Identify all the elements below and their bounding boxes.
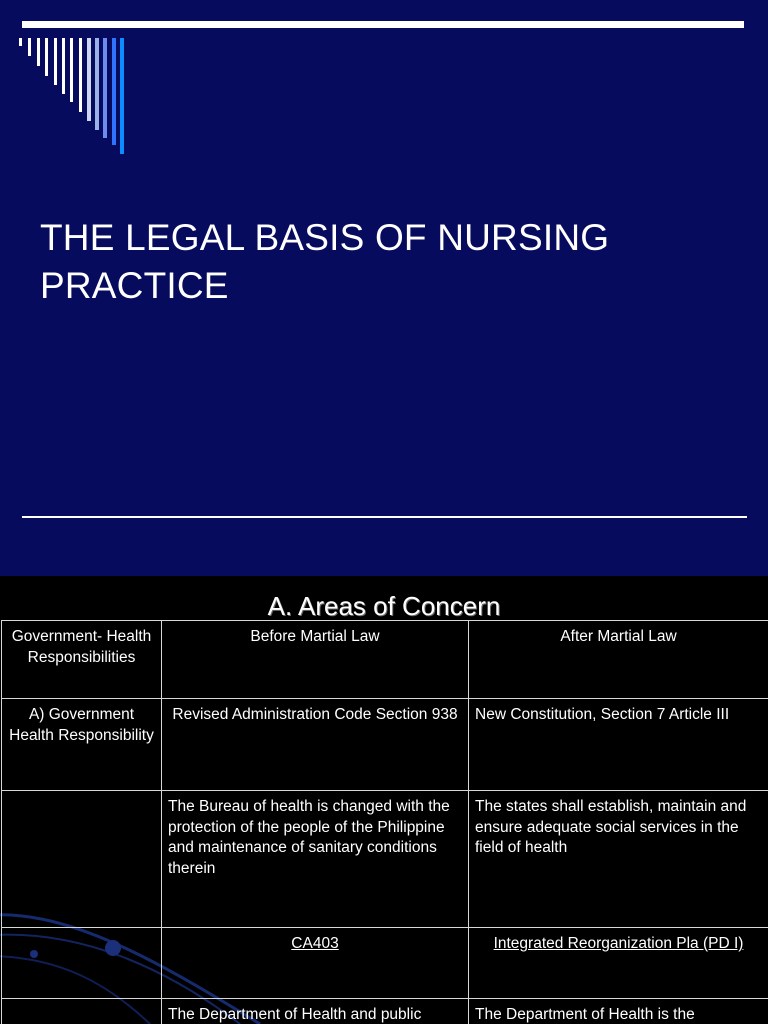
- table-row: [2, 928, 768, 999]
- slide-title: THE LEGAL BASIS OF NURSING PRACTICE: [40, 217, 610, 306]
- section-title: A. Areas of Concern: [267, 591, 501, 621]
- table-cell-link[interactable]: CA403: [162, 928, 469, 999]
- table-row: [2, 999, 768, 1024]
- decorative-stripes: [0, 0, 140, 160]
- table-cell: The Bureau of health is changed with the protection of the people of the Philippine and maintenance of sanitary conditions therein: [162, 791, 469, 928]
- table-cell: A) Government Health Responsibility: [2, 699, 162, 791]
- table-cell: [2, 791, 162, 928]
- health-responsibilities-table: [1, 620, 768, 1024]
- table-row: [2, 699, 768, 791]
- table-cell: [2, 928, 162, 999]
- header-cell: Government- Health Responsibilities: [2, 621, 162, 699]
- table-cell: The Department of Health and public: [162, 999, 469, 1024]
- table-cell: New Constitution, Section 7 Article III: [469, 699, 768, 791]
- table-row: [2, 791, 768, 928]
- table-cell-link[interactable]: Integrated Reorganization Pla (PD I): [469, 928, 768, 999]
- table-cell: [2, 999, 162, 1024]
- header-cell: Before Martial Law: [162, 621, 469, 699]
- table-cell: The states shall establish, maintain and ensure adequate social services in the field of health: [469, 791, 768, 928]
- table-cell: The Department of Health is the: [469, 999, 768, 1024]
- table-cell: Revised Administration Code Section 938: [162, 699, 469, 791]
- areas-of-concern-slide: [0, 576, 768, 1024]
- bottom-rule: [22, 516, 747, 518]
- table-header-row: [2, 621, 768, 699]
- header-cell: After Martial Law: [469, 621, 768, 699]
